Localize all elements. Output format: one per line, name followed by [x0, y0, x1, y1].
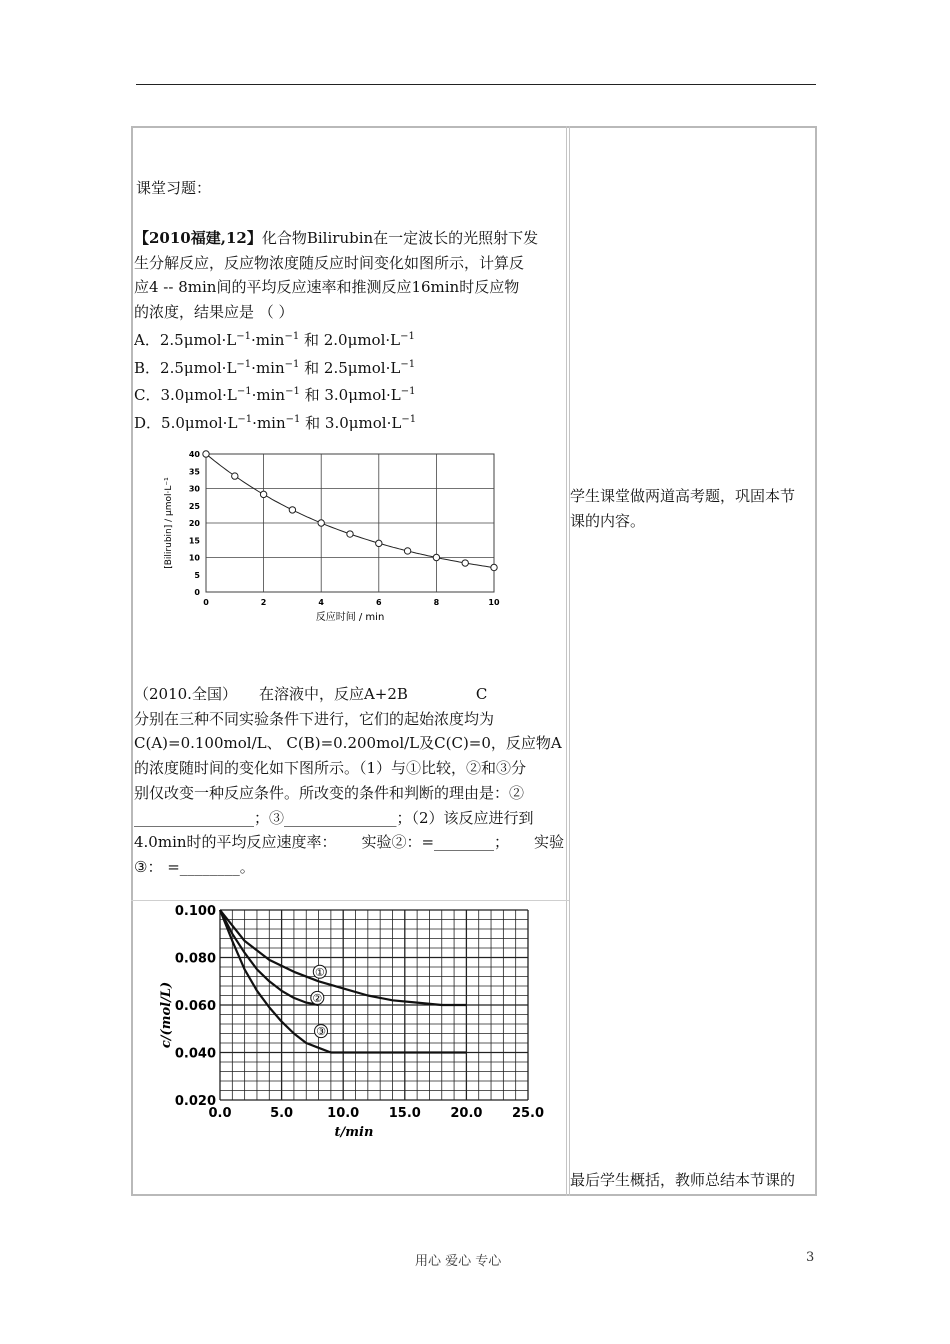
q2-line7: 4.0min时的平均反应速度率： 实验②：=________； 实验: [134, 833, 564, 852]
q2-line6: ________________；③_______________；（2）该反应进行到: [134, 808, 534, 827]
y-axis-label: [Bilirubin] / μmol·L⁻¹: [164, 477, 174, 569]
y-tick-label: 5: [194, 570, 200, 580]
footer-motto: 用心 爱心 专心: [415, 1254, 502, 1269]
y-tick-label: 25: [188, 501, 200, 511]
x-axis-label: t/min: [334, 1125, 374, 1140]
y-tick-label: 0: [194, 588, 200, 597]
x-tick-label: 20.0: [450, 1106, 483, 1121]
y-tick-label: 0.040: [174, 1046, 216, 1062]
y-tick-label: 0.100: [174, 904, 216, 919]
data-point: [203, 451, 209, 457]
data-point: [318, 520, 324, 526]
y-tick-label: 0.060: [174, 999, 216, 1014]
q2-line3: C(A)=0.100mol/L、 C(B)=0.200mol/L及C(C)=0，反应物A: [134, 734, 562, 753]
teacher-note-1: [570, 484, 816, 533]
q2-line5: 别仅改变一种反应条件。所改变的条件和判断的理由是：②: [134, 783, 525, 802]
x-tick-label: 0.0: [208, 1106, 232, 1121]
x-tick-label: 8: [433, 598, 440, 607]
x-tick-label: 25.0: [511, 1106, 545, 1121]
q1-line1: 化合物Bilirubin在一定波长的光照射下发: [261, 229, 539, 247]
q1-line2: 生分解反应，反应物浓度随反应时间变化如图所示，计算反: [134, 253, 525, 272]
x-tick-label: 10: [488, 598, 500, 607]
exercise-heading: 课堂习题：: [136, 179, 212, 197]
q2-line1: （2010.全国） 在溶液中，反应A+2B C: [134, 685, 488, 703]
y-tick-label: 30: [188, 484, 200, 494]
option-b: B．$2.5\mu mol\cdot L^{-1}\cdot\min^{-1}$ 和 $2.5\mu mol\cdot L^{-1}$: [134, 358, 416, 377]
option-c: C．$3.0\mu mol\cdot L^{-1}\cdot\min^{-1}$ 和 $3.0\mu mol\cdot L^{-1}$: [134, 386, 416, 405]
data-point: [232, 473, 238, 479]
q1-line4: 的浓度，结果应是 （ ）: [134, 303, 294, 322]
series-label: ②: [312, 991, 323, 1005]
y-tick-label: 10: [188, 553, 200, 563]
note1-line2: 课的内容。: [570, 511, 646, 530]
page-number: 3: [806, 1250, 815, 1265]
q1-source: 【2010福建,12】: [134, 229, 262, 247]
y-tick-label: 15: [188, 536, 200, 546]
q2-line4: 的浓度随时间的变化如下图所示。（1）与①比较，②和③分: [134, 759, 527, 778]
y-axis-label: c/(mol/L): [159, 981, 174, 1049]
x-tick-label: 5.0: [270, 1106, 294, 1121]
column-divider: [566, 126, 570, 1196]
x-tick-label: 4: [318, 598, 324, 607]
bilirubin-chart: [155, 440, 515, 650]
y-tick-label: 0.020: [174, 1094, 216, 1109]
data-point: [260, 491, 266, 497]
row-divider: [131, 900, 569, 901]
series-label: ①: [314, 965, 325, 979]
data-point: [491, 564, 497, 570]
concentration-chart: [150, 902, 560, 1142]
q1-line3: 应4 -- 8min间的平均反应速率和推测反应16min时反应物: [134, 278, 520, 297]
option-a: A．$2.5\mu mol\cdot L^{-1}\cdot\min^{-1}$ 和 $2.0\mu mol\cdot L^{-1}$: [134, 330, 415, 349]
x-tick-label: 2: [260, 598, 267, 607]
data-point: [376, 540, 382, 546]
x-tick-label: 0: [203, 598, 209, 607]
decay-curve: [206, 454, 494, 568]
teacher-note-2: 最后学生概括，教师总结本节课的: [570, 1171, 796, 1189]
y-tick-label: 20: [188, 519, 200, 528]
q2-line2: 分别在三种不同实验条件下进行，它们的起始浓度均为: [134, 709, 495, 728]
data-point: [347, 531, 353, 537]
data-point: [433, 554, 439, 560]
data-point: [289, 507, 295, 513]
data-point: [404, 548, 410, 554]
data-point: [462, 560, 468, 566]
x-tick-label: 15.0: [388, 1106, 421, 1121]
note1-line1: 学生课堂做两道高考题，巩固本节: [570, 487, 796, 505]
q2-line8: ③： =________。: [134, 857, 255, 876]
y-tick-label: 35: [188, 467, 200, 477]
header-rule: [136, 84, 816, 85]
y-tick-label: 40: [188, 450, 200, 459]
question-1: [134, 226, 566, 436]
series-label: ③: [316, 1025, 326, 1039]
y-tick-label: 0.080: [174, 951, 216, 967]
x-tick-label: 10.0: [327, 1106, 360, 1121]
question-2: [134, 682, 566, 880]
option-d: D．$5.0\mu mol\cdot L^{-1}\cdot\min^{-1}$ 和 $3.0\mu mol\cdot L^{-1}$: [134, 413, 417, 432]
x-tick-label: 6: [376, 598, 382, 607]
x-axis-label: 反应时间 / min: [315, 612, 385, 623]
